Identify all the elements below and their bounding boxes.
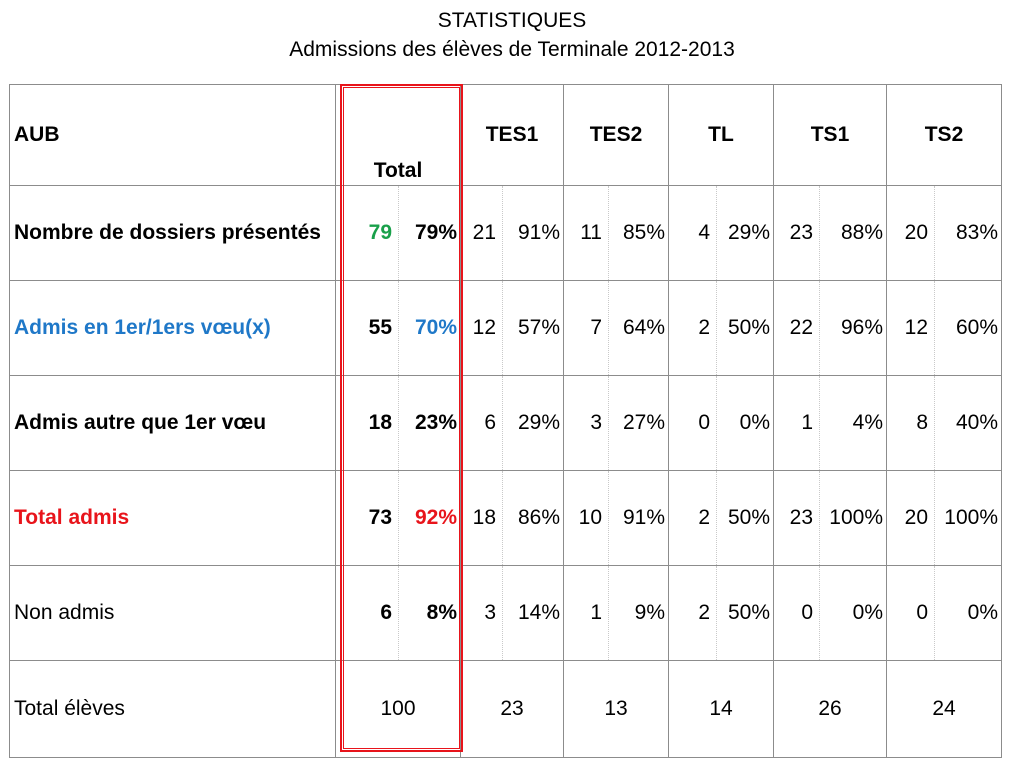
total-count: 73: [336, 471, 399, 566]
header-group: TS2: [887, 85, 1002, 186]
table-row: [10, 566, 1002, 661]
row-label: Total admis: [10, 471, 336, 566]
cell-count: 11: [564, 186, 609, 281]
cell-percent: 85%: [609, 186, 669, 281]
cell-percent: 27%: [609, 376, 669, 471]
cell-count: 2: [669, 471, 717, 566]
row-label: Admis autre que 1er vœu: [10, 376, 336, 471]
cell-count: 1: [774, 376, 820, 471]
page-title: STATISTIQUES: [437, 9, 587, 32]
cell-percent: 14%: [503, 566, 564, 661]
header-row: [10, 85, 1002, 186]
cell-count: 0: [774, 566, 820, 661]
header-total: Total: [336, 85, 461, 186]
cell-count: 6: [461, 376, 503, 471]
cell-count: 23: [774, 186, 820, 281]
cell-percent: 86%: [503, 471, 564, 566]
header-group: TES2: [564, 85, 669, 186]
table-row: [10, 376, 1002, 471]
total-percent: 79%: [399, 186, 461, 281]
table-row: [10, 186, 1002, 281]
total-percent: 92%: [399, 471, 461, 566]
footer-group-total: 26: [774, 661, 887, 758]
header-group: TL: [669, 85, 774, 186]
cell-count: 3: [564, 376, 609, 471]
cell-count: 18: [461, 471, 503, 566]
total-count: 79: [336, 186, 399, 281]
cell-count: 4: [669, 186, 717, 281]
cell-count: 12: [887, 281, 935, 376]
cell-percent: 50%: [717, 281, 774, 376]
cell-count: 0: [669, 376, 717, 471]
footer-group-total: 13: [564, 661, 669, 758]
cell-percent: 0%: [717, 376, 774, 471]
cell-percent: 88%: [820, 186, 887, 281]
total-count: 18: [336, 376, 399, 471]
header-group: TS1: [774, 85, 887, 186]
cell-count: 1: [564, 566, 609, 661]
cell-percent: 91%: [503, 186, 564, 281]
cell-count: 0: [887, 566, 935, 661]
footer-row: [10, 661, 1002, 758]
cell-percent: 50%: [717, 566, 774, 661]
cell-percent: 100%: [935, 471, 1002, 566]
row-label: Admis en 1er/1ers vœu(x): [10, 281, 336, 376]
page-subtitle: Admissions des élèves de Terminale 2012-2013: [289, 38, 735, 61]
cell-count: 10: [564, 471, 609, 566]
cell-percent: 40%: [935, 376, 1002, 471]
cell-percent: 9%: [609, 566, 669, 661]
cell-count: 7: [564, 281, 609, 376]
table-row: [10, 281, 1002, 376]
cell-percent: 100%: [820, 471, 887, 566]
cell-percent: 4%: [820, 376, 887, 471]
total-count: 55: [336, 281, 399, 376]
cell-count: 20: [887, 186, 935, 281]
cell-count: 8: [887, 376, 935, 471]
cell-count: 21: [461, 186, 503, 281]
cell-percent: 50%: [717, 471, 774, 566]
total-count: 6: [336, 566, 399, 661]
cell-percent: 0%: [935, 566, 1002, 661]
cell-percent: 83%: [935, 186, 1002, 281]
table-row: [10, 471, 1002, 566]
total-percent: 70%: [399, 281, 461, 376]
cell-count: 20: [887, 471, 935, 566]
cell-count: 2: [669, 281, 717, 376]
row-label: Non admis: [10, 566, 336, 661]
footer-total: 100: [336, 661, 461, 758]
cell-count: 2: [669, 566, 717, 661]
row-label: Nombre de dossiers présentés: [10, 186, 336, 281]
cell-percent: 91%: [609, 471, 669, 566]
cell-percent: 60%: [935, 281, 1002, 376]
row-label: Total élèves: [10, 661, 336, 758]
admissions-table: [9, 84, 1002, 758]
total-percent: 8%: [399, 566, 461, 661]
cell-percent: 57%: [503, 281, 564, 376]
cell-count: 3: [461, 566, 503, 661]
cell-percent: 64%: [609, 281, 669, 376]
cell-percent: 96%: [820, 281, 887, 376]
footer-group-total: 23: [461, 661, 564, 758]
cell-count: 12: [461, 281, 503, 376]
cell-percent: 0%: [820, 566, 887, 661]
footer-group-total: 24: [887, 661, 1002, 758]
cell-percent: 29%: [717, 186, 774, 281]
cell-count: 22: [774, 281, 820, 376]
cell-count: 23: [774, 471, 820, 566]
header-group: TES1: [461, 85, 564, 186]
footer-group-total: 14: [669, 661, 774, 758]
header-corner: AUB: [10, 85, 336, 186]
cell-percent: 29%: [503, 376, 564, 471]
total-percent: 23%: [399, 376, 461, 471]
